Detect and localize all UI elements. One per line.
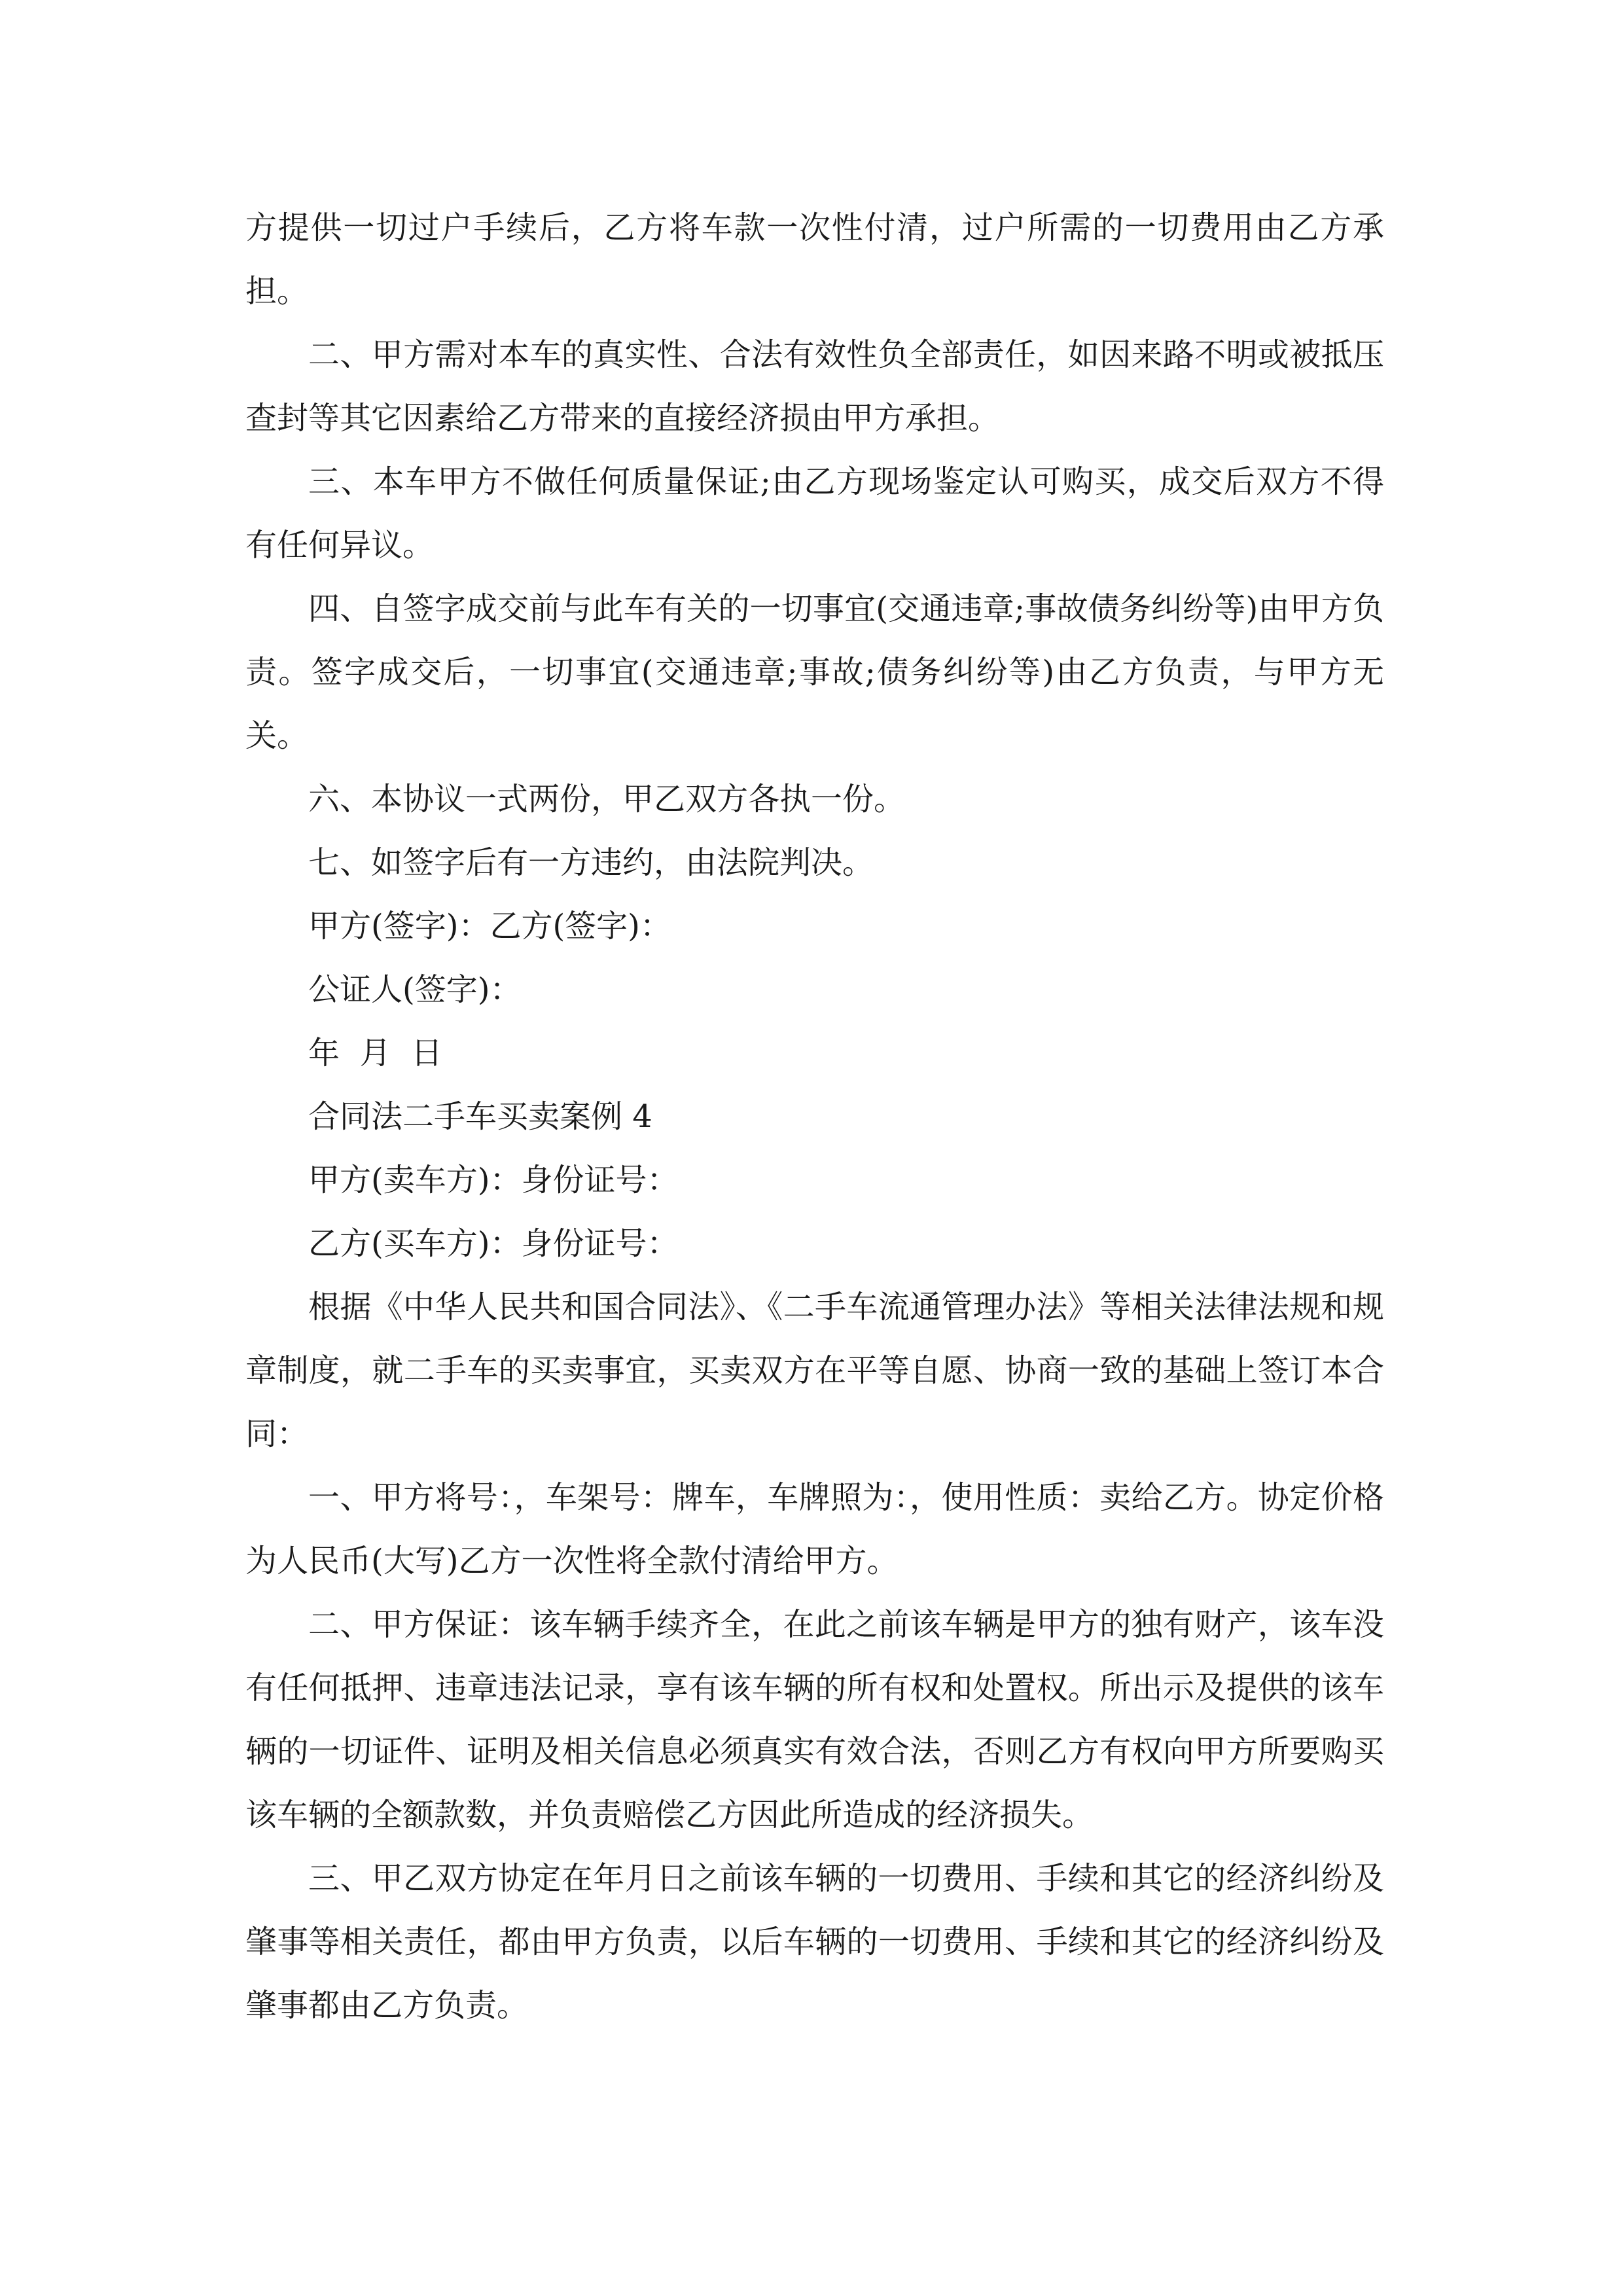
clause-3-responsibility: 三、甲乙双方协定在年月日之前该车辆的一切费用、手续和其它的经济纠纷及肇事等相关责任，都由甲方负责，以后车辆的一切费用、手续和其它的经济纠纷及肇事都由乙方负责。 (245, 1860, 1384, 2024)
document-page (245, 196, 1384, 2037)
signature-parties: 甲方(签字)：乙方(签字)： (308, 908, 671, 944)
party-b-buyer: 乙方(买车方)：身份证号： (308, 1225, 679, 1262)
clause-7-breach: 七、如签字后有一方违约，由法院判决。 (308, 844, 874, 881)
clause-1-vehicle: 一、甲方将号：，车架号：牌车，车牌照为：，使用性质：卖给乙方。协定价格为人民币(大写)乙方一次性将全款付清给甲方。 (245, 1479, 1384, 1579)
preamble: 根据《中华人民共和国合同法》、《二手车流通管理办法》等相关法律法规和规章制度，就二手车的买卖事宜，买卖双方在平等自愿、协商一致的基础上签订本合同： (245, 1289, 1384, 1452)
party-a-seller: 甲方(卖车方)：身份证号： (308, 1162, 679, 1198)
signature-notary: 公证人(签字)： (308, 971, 522, 1008)
clause-2-guarantee: 二、甲方保证：该车辆手续齐全，在此之前该车辆是甲方的独有财产，该车没有任何抵押、违章违法记录，享有该车辆的所有权和处置权。所出示及提供的该车辆的一切证件、证明及相关信息必须真实有效合法，否则乙方有权向甲方所要购买该车辆的全额款数，并负责赔偿乙方因此所造成的经济损失。 (245, 1606, 1384, 1833)
clause-4-liability: 四、自签字成交前与此车有关的一切事宜(交通违章;事故债务纠纷等)由甲方负责。签字成交后，一切事宜(交通违章;事故;债务纠纷等)由乙方负责，与甲方无关。 (245, 590, 1384, 754)
clause-6-copies: 六、本协议一式两份，甲乙双方各执一份。 (308, 781, 906, 817)
paragraph-continuation: 方提供一切过户手续后，乙方将车款一次性付清，过户所需的一切费用由乙方承担。 (245, 209, 1384, 310)
signature-date: 年 月 日 (308, 1035, 443, 1071)
section-title: 合同法二手车买卖案例 4 (308, 1098, 652, 1135)
clause-3-quality: 三、本车甲方不做任何质量保证;由乙方现场鉴定认可购买，成交后双方不得有任何异议。 (245, 463, 1384, 564)
clause-2-authenticity: 二、甲方需对本车的真实性、合法有效性负全部责任，如因来路不明或被抵压查封等其它因素给乙方带来的直接经济损由甲方承担。 (245, 336, 1384, 437)
